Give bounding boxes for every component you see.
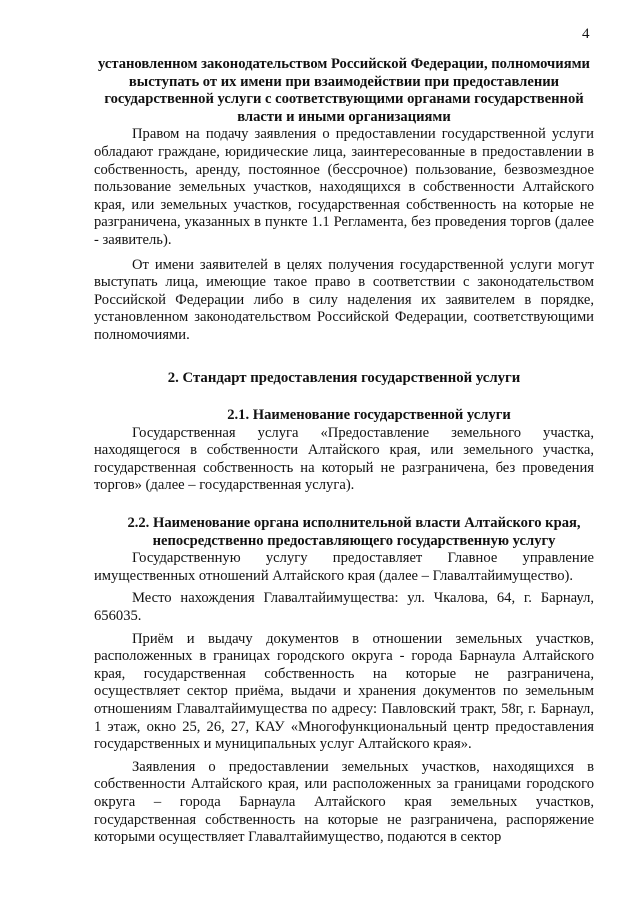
page-number: 4 bbox=[582, 26, 590, 42]
paragraph-applications: Заявления о предоставлении земельных участков, находящихся в собственности Алтайского края, или расположенных за границами городского округа – города Барнаула Алтайского края земельных участков, государственная собственность на которые не разграничена, распоряжение которыми осуществляет Главалтайимущество, подаются в сектор bbox=[94, 758, 594, 846]
section-2-title: 2. Стандарт предоставления государственной услуги bbox=[167, 369, 521, 386]
paragraph-reception: Приём и выдачу документов в отношении земельных участков, расположенных в границах городского округа - города Барнаула Алтайского края, государственная собственность на которые не разграничена, осуществляет сектор приёма, выдачи и хранения документов по земельным отношениям Главалтайимущества по адресу: Павловский тракт, 58г, г. Барнаул, 1 этаж, окно 25, 26, 27, КАУ «Многофункциональный центр предоставления государственных и муниципальных услуг Алтайского края». bbox=[94, 630, 594, 753]
paragraph-location: Место нахождения Главалтайимущества: ул. Чкалова, 64, г. Барнаул, 656035. bbox=[94, 590, 594, 625]
paragraph-representatives: От имени заявителей в целях получения государственной услуги могут выступать лица, имеющие такое право в соответствии с законодательством Российской Федерации либо в силу наделения их заявителем в порядке, установленном законодательством Российской Федерации, соответствующими полномочиями. bbox=[94, 256, 594, 343]
subsection-2-2-title: 2.2. Наименование органа исполнительной власти Алтайского края, непосредственно предоставляющего государственную услугу bbox=[127, 515, 581, 549]
paragraph-provider: Государственную услугу предоставляет Главное управление имущественных отношений Алтайского края (далее – Главалтайимущество). bbox=[94, 550, 594, 584]
subsection-2-1-text: Государственная услуга «Предоставление земельного участка, находящегося в собственности Алтайского края, или земельного участка, государственная собственность на который не разграничена, без проведения торгов» (далее – государственная услуга). bbox=[94, 424, 594, 494]
document-body bbox=[94, 56, 594, 847]
intro-heading: установленном законодательством Российской Федерации, полномочиями выступать от их имени при взаимодействии при предоставлении государственной услуги с соответствующими органами государственной власти и иными организациями bbox=[98, 56, 590, 125]
paragraph-applicants: Правом на подачу заявления о предоставлении государственной услуги обладают граждане, юридические лица, заинтересованные в предоставлении в собственность, аренду, постоянное (бессрочное) пользование, безвозмездное пользование земельных участков, находящихся в собственности Алтайского края, или земельных участков, государственная собственность на которые не разграничена, указанных в пункте 1.1 Регламента, без проведения торгов (далее - заявитель). bbox=[94, 126, 594, 248]
subsection-2-1-title: 2.1. Наименование государственной услуги bbox=[227, 407, 511, 424]
